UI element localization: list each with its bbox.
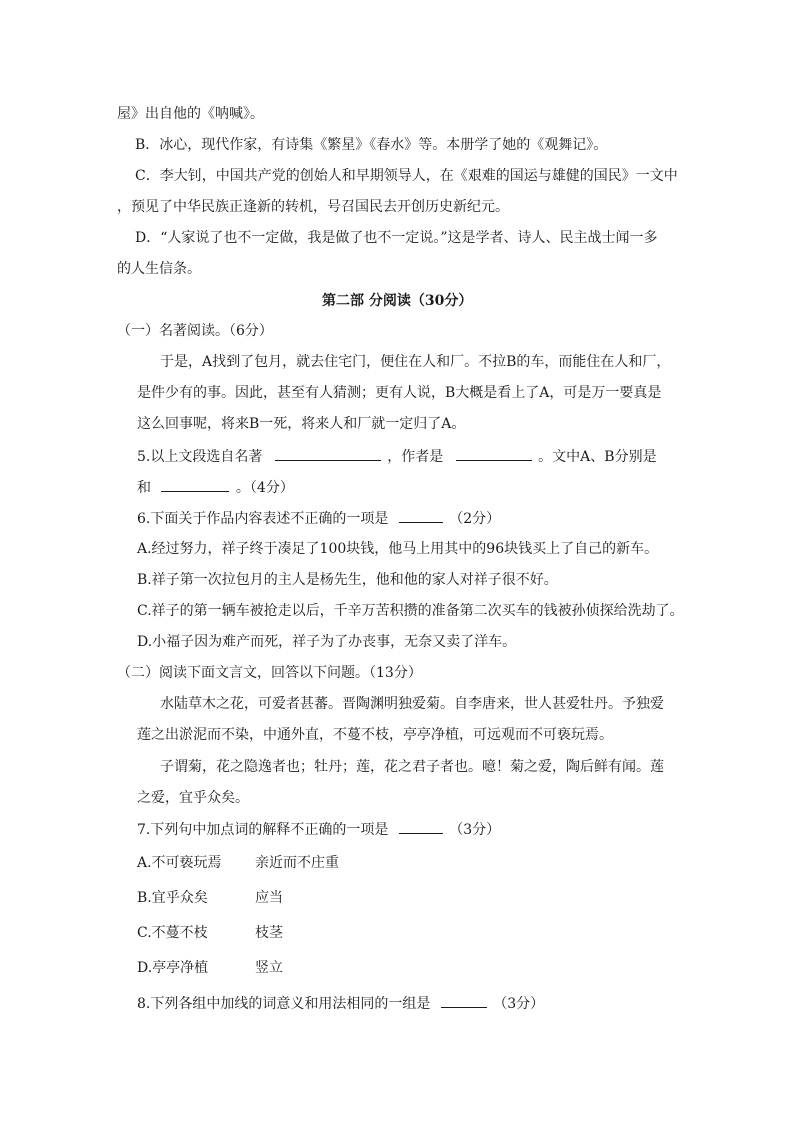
question-7-option-d-phrase: D.亭亭净植	[137, 960, 209, 976]
section-two-passage-line-1: 水陆草木之花，可爱者甚蕃。晋陶渊明独爱菊。自李唐来，世人甚爱牡丹。予独爱	[160, 696, 664, 712]
author-blank[interactable]	[456, 446, 532, 461]
part-two-title: 第二部 分阅读（30分）	[322, 293, 473, 309]
question-8-answer-blank[interactable]	[441, 993, 487, 1008]
question-7-answer-blank[interactable]	[399, 819, 443, 834]
question-6-option-c: C.祥子的第一辆车被抢走以后，千辛万苦积攒的准备第二次买车的钱被孙侦探给洗劫了。	[137, 603, 684, 619]
question-6-option-a: A.经过努力，祥子终于凑足了100块钱，他马上用其中的96块钱买上了自己的新车。	[137, 541, 659, 557]
question-7-option-c-meaning: 枝茎	[255, 925, 283, 941]
question-6-option-b: B.祥子第一次拉包月的主人是杨先生，他和他的家人对祥子很不好。	[137, 572, 558, 588]
option-c-line-1: C．李大钊，中国共产党的创始人和早期领导人，在《艰难的国运与雄健的国民》一文中	[135, 168, 678, 184]
question-7-option-b-meaning: 应当	[255, 890, 283, 906]
question-7-option-c-phrase: C.不蔓不枝	[137, 925, 208, 941]
section-one-passage-line-1: 于是，A找到了包月，就去住宅门，便住在人和厂。不拉B的车，而能住在人和厂，	[160, 354, 671, 370]
section-two-passage-line-3: 子谓菊，花之隐逸者也；牡丹；莲，花之君子者也。噫！菊之爱，陶后鲜有闻。莲	[160, 759, 664, 775]
section-one-passage-line-3: 这么回事呢，将来B一死，将来人和厂就一定归了A。	[137, 416, 466, 432]
question-7-option-b-phrase: B.宜乎众矣	[137, 890, 208, 906]
question-8-stem	[137, 993, 544, 1014]
question-5-line-1	[137, 446, 657, 467]
option-b-line: B．冰心，现代作家，有诗集《繁星》《春水》等。本册学了她的《观舞记》。	[135, 137, 608, 153]
option-c-line-2: ，预见了中华民族正逢新的转机，号召国民去开创历史新纪元。	[117, 199, 509, 215]
question-7-option-d-meaning: 竖立	[255, 960, 283, 976]
section-one-passage-line-2: 是件少有的事。因此，甚至有人猜测；更有人说，B大概是看上了A，可是万一要真是	[137, 385, 662, 401]
section-two-passage-line-2: 莲之出淤泥而不染，中通外直，不蔓不枝，亭亭净植，可远观而不可亵玩焉。	[137, 727, 613, 743]
section-one-title: （一）名著阅读。（6分）	[117, 323, 273, 339]
question-5-line-2	[137, 477, 294, 498]
question-8-text: 8.下列各组中加线的词意义和用法相同的一组是	[137, 996, 431, 1012]
option-d-line-1: D．“人家说了也不一定做，我是做了也不一定说。”这是学者、诗人、民主战士闻一多	[135, 230, 658, 246]
section-two-passage-line-4: 之爱，宜乎众矣。	[137, 790, 249, 806]
question-6-score: （2分）	[449, 511, 501, 527]
question-5-text-c: 。文中A、B分别是	[538, 449, 657, 465]
question-6-answer-blank[interactable]	[399, 508, 443, 523]
question-6-text: 6.下面关于作品内容表述不正确的一项是	[137, 511, 389, 527]
question-8-score: （3分）	[493, 996, 545, 1012]
question-5-text-a: 5.以上文段选自名著	[137, 449, 263, 465]
intro-line-1: 屋》出自他的《呐喊》。	[117, 106, 264, 122]
question-5-text-e: 。（4分）	[235, 480, 294, 496]
question-7-text: 7.下列句中加点词的解释不正确的一项是	[137, 822, 389, 838]
characters-blank[interactable]	[161, 477, 229, 492]
question-7-score: （3分）	[449, 822, 501, 838]
question-6-option-d: D.小福子因为难产而死，祥子为了办丧事，无奈又卖了洋车。	[137, 634, 517, 650]
question-5-text-d: 和	[137, 480, 151, 496]
question-5-text-b: ，作者是	[387, 449, 444, 465]
book-title-blank[interactable]	[275, 446, 381, 461]
question-6-stem	[137, 508, 500, 529]
question-7-stem	[137, 819, 500, 840]
section-two-title: （二）阅读下面文言文，回答以下问题。（13分）	[117, 665, 422, 681]
question-7-option-a-phrase: A.不可亵玩焉	[137, 855, 222, 871]
question-7-option-a-meaning: 亲近而不庄重	[255, 855, 339, 871]
option-d-line-2: 的人生信条。	[117, 261, 201, 277]
